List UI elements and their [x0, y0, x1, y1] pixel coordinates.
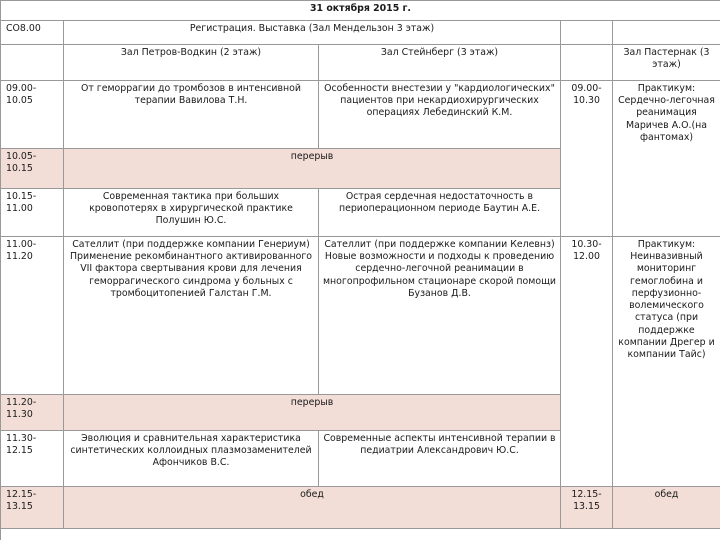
time-cell: 12.15-13.15: [1, 487, 64, 529]
pasternak-session-cell: Практикум: Неинвазивный мониторинг гемоглобина и перфузионно-волемического статуса (при поддержке компании Дрегер и компании Тайс): [613, 237, 720, 487]
empty-cell: [561, 45, 613, 81]
empty-cell: [613, 21, 720, 45]
time-cell: 11.30-12.15: [1, 431, 64, 487]
pasternak-lunch-cell: обед: [613, 487, 720, 529]
pasternak-time-cell: 12.15-13.15: [561, 487, 613, 529]
registration-cell: Регистрация. Выставка (Зал Мендельзон 3 этаж): [64, 21, 561, 45]
hall-header-pasternak: Зал Пастернак (3 этаж): [613, 45, 720, 81]
pasternak-time-cell: 10.30-12.00: [561, 237, 613, 487]
session-cell: Сателлит (при поддержке компании Генериум) Применение рекомбинантного активированного VII фактора свертывания крови для лечения геморрагического синдрома у больных с тромбоцитопенией Галстан Г.М.: [64, 237, 319, 395]
schedule-date: 31 октября 2015 г.: [1, 1, 720, 21]
time-cell: 11.20-11.30: [1, 395, 64, 431]
session-cell: Эволюция и сравнительная характеристика синтетических коллоидных плазмозаменителей Афончиков В.С.: [64, 431, 319, 487]
session-cell: Особенности внестезии у "кардиологических" пациентов при некардиохирургических операциях Лебединский К.М.: [319, 81, 561, 149]
break-cell: перерыв: [64, 149, 561, 189]
break-cell: перерыв: [64, 395, 561, 431]
empty-cell: [561, 21, 613, 45]
session-cell: От геморрагии до тромбозов в интенсивной терапии Вавилова Т.Н.: [64, 81, 319, 149]
start-time: СО8.00: [1, 21, 64, 45]
pasternak-time-cell: 09.00-10.30: [561, 81, 613, 237]
time-cell: 09.00-10.05: [1, 81, 64, 149]
pasternak-session-cell: Практикум: Сердечно-легочная реанимация Маричев А.О.(на фантомах): [613, 81, 720, 237]
session-cell: Острая сердечная недостаточность в периоперационном периоде Баутин А.Е.: [319, 189, 561, 237]
hall-header-steinberg: Зал Стейнберг (3 этаж): [319, 45, 561, 81]
hall-header-petrov: Зал Петров-Водкин (2 этаж): [64, 45, 319, 81]
empty-cell: [1, 45, 64, 81]
session-cell: Современная тактика при больших кровопотерях в хирургической практике Полушин Ю.С.: [64, 189, 319, 237]
session-cell: Сателлит (при поддержке компании Келевнз) Новые возможности и подходы к проведению сердечно-легочной реанимации в многопрофильном стационаре скорой помощи Бузанов Д.В.: [319, 237, 561, 395]
time-cell: 11.00-11.20: [1, 237, 64, 395]
session-cell: Современные аспекты интенсивной терапии в педиатрии Александрович Ю.С.: [319, 431, 561, 487]
lunch-cell: обед: [64, 487, 561, 529]
time-cell: 10.15-11.00: [1, 189, 64, 237]
time-cell: 10.05-10.15: [1, 149, 64, 189]
